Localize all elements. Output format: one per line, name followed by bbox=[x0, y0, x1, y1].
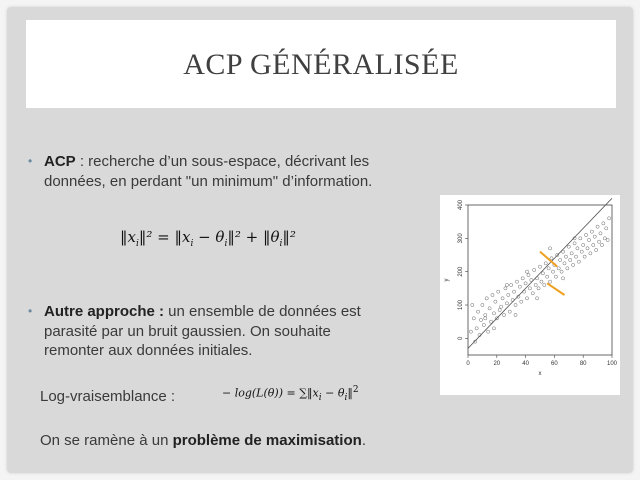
scatter-plot bbox=[440, 195, 620, 395]
x-tick-label: 60 bbox=[551, 361, 558, 367]
bullet-autre-term: Autre approche : bbox=[44, 303, 165, 320]
conclusion-bold: problème de maximisation bbox=[172, 432, 362, 449]
conclusion-prefix: On se ramène à un bbox=[40, 432, 173, 449]
bullet-dot-icon: • bbox=[28, 304, 33, 318]
title-band bbox=[26, 20, 616, 108]
loglik-label: Log-vraisemblance : bbox=[40, 388, 176, 405]
y-tick-label: 0 bbox=[458, 336, 464, 341]
x-tick-label: 20 bbox=[493, 361, 501, 367]
loglik-exp: 2 bbox=[352, 385, 359, 395]
formula-sub-3: i bbox=[224, 239, 228, 249]
bullet-dot-icon: • bbox=[28, 154, 33, 168]
formula-lhs: ‖x bbox=[120, 228, 136, 246]
formula-eq: ‖² = ‖x bbox=[138, 228, 191, 246]
bullet-autre-line3: remonter aux données initiales. bbox=[44, 342, 253, 359]
x-tick-label: 40 bbox=[522, 361, 529, 367]
loglik-formula-end: ‖ bbox=[347, 386, 353, 400]
formula-sub-2: i bbox=[190, 239, 194, 249]
y-tick-label: 200 bbox=[458, 266, 464, 277]
bullet-autre-line1: un ensemble de données est bbox=[164, 303, 361, 320]
bullet-autre-line2: parasité par un bruit gaussien. On souhaite bbox=[44, 322, 331, 340]
y-axis-label: y bbox=[444, 278, 450, 282]
loglik-sub-2: i bbox=[344, 392, 348, 403]
bullet-acp bbox=[28, 152, 444, 191]
x-tick-label: 80 bbox=[579, 361, 587, 367]
formula-minus: − θ bbox=[193, 228, 225, 246]
x-tick-label: 100 bbox=[606, 361, 618, 367]
conclusion-suffix: . bbox=[361, 432, 366, 449]
bullet-autre-approche bbox=[28, 302, 434, 361]
loglik-formula bbox=[222, 385, 359, 403]
formula-sub-1: i bbox=[135, 239, 139, 249]
bullet-acp-line2: données, en perdant "un minimum" d’information. bbox=[44, 172, 373, 190]
bullet-acp-term: ACP bbox=[44, 153, 76, 170]
formula-sub-4: i bbox=[279, 239, 283, 249]
loglik-sub-1: i bbox=[318, 392, 322, 403]
x-tick-label: 0 bbox=[466, 361, 470, 367]
loglik-formula-main: − log(L(θ)) = ∑‖x bbox=[222, 386, 319, 400]
y-tick-label: 300 bbox=[458, 233, 464, 244]
bullet-acp-line1: : recherche d’un sous-espace, décrivant les bbox=[75, 153, 370, 170]
formula-mid: ‖² + ‖θ bbox=[227, 228, 280, 246]
formula-decomposition bbox=[120, 228, 296, 249]
y-tick-label: 400 bbox=[458, 199, 464, 211]
loglik-formula-tail: − θ bbox=[321, 386, 345, 400]
slide-title: ACP GÉNÉRALISÉE bbox=[183, 48, 459, 81]
conclusion bbox=[40, 432, 366, 449]
formula-end: ‖² bbox=[282, 228, 296, 246]
x-axis-label: x bbox=[538, 371, 542, 377]
y-tick-label: 100 bbox=[458, 299, 464, 311]
